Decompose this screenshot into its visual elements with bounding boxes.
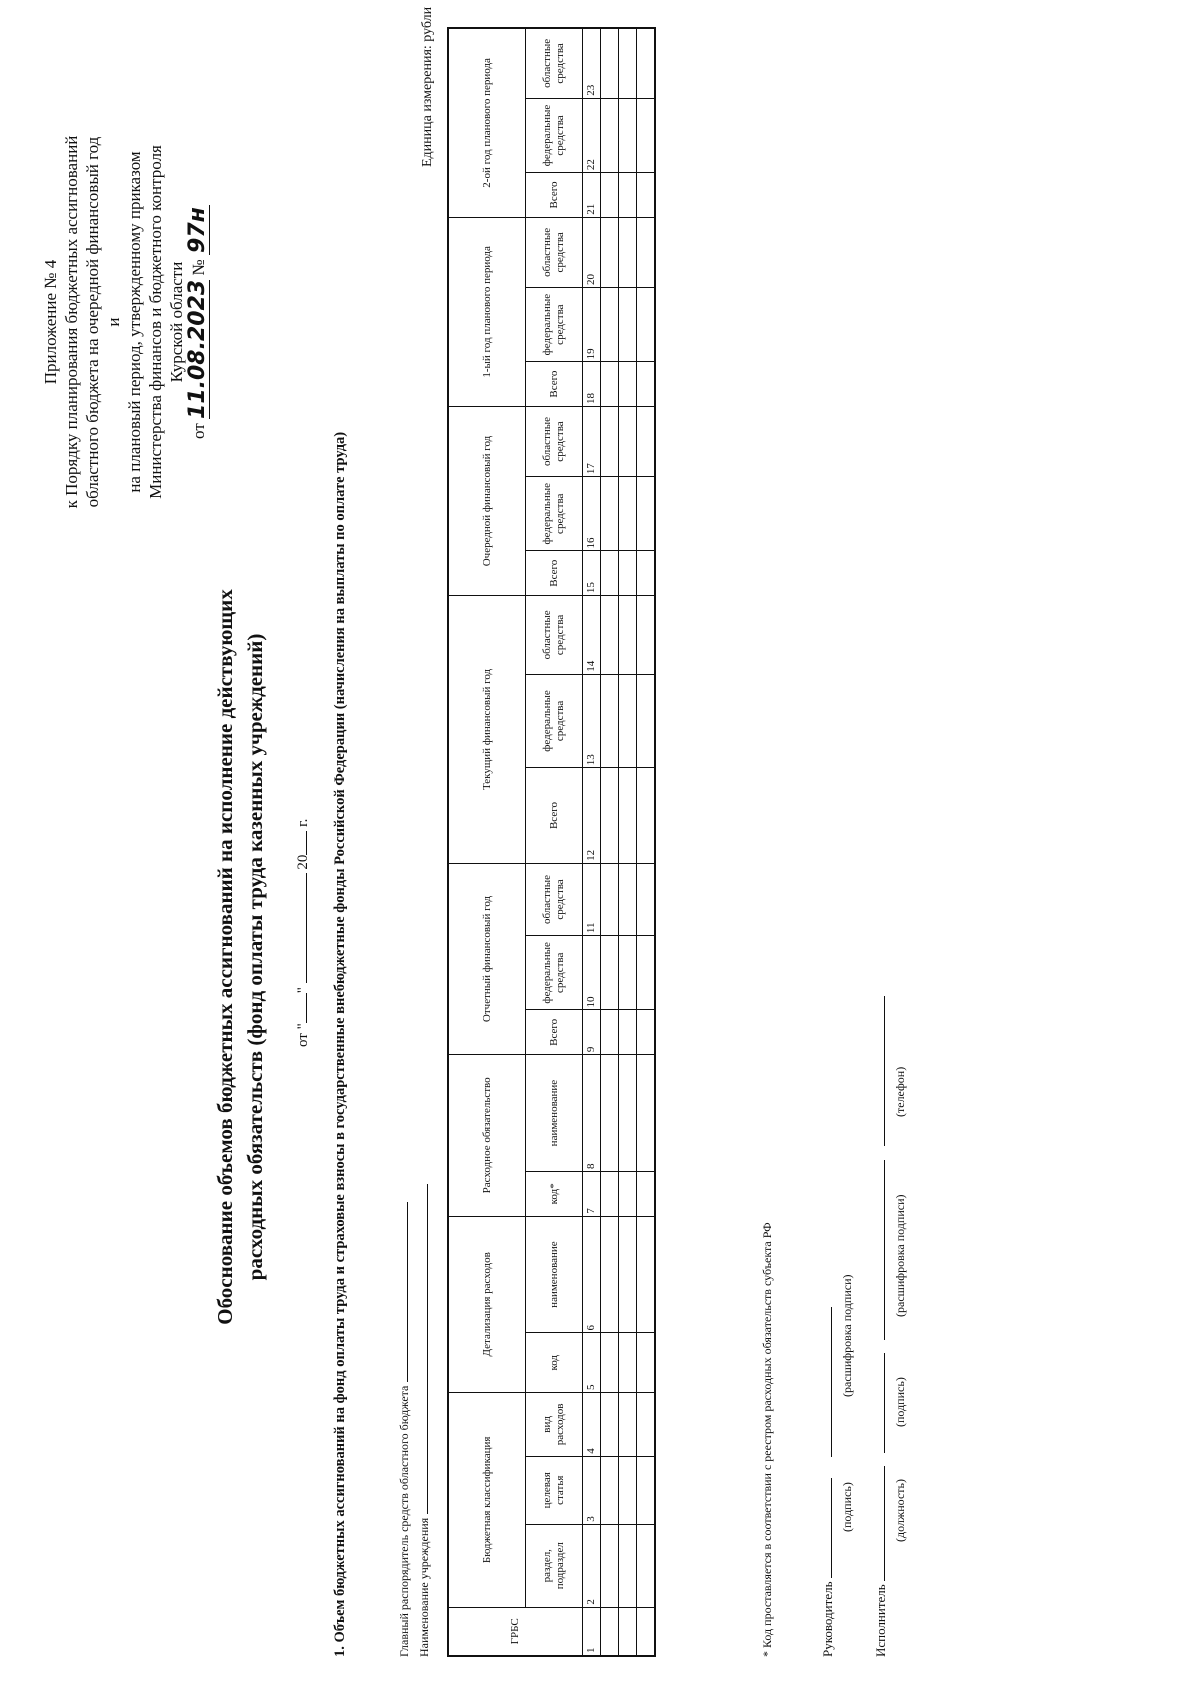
title-line-1: Обоснование объемов бюджетных ассигнований на исполнение действующих — [213, 589, 237, 1325]
table-cell — [619, 1456, 637, 1524]
head-name-caption: (расшифровка подписи) — [840, 1274, 854, 1397]
table-cell — [637, 173, 656, 218]
header-expense-obligation: Расходное обязательство — [448, 1055, 526, 1217]
appendix-line-2: к Порядку планирования бюджетных ассигнований — [62, 135, 81, 509]
table-cell — [619, 936, 637, 1010]
appendix-header — [40, 132, 210, 512]
table-cell — [601, 362, 619, 407]
subheader-regional: областные средства — [526, 596, 583, 675]
appendix-number-label: № — [189, 259, 208, 276]
table-cell — [619, 863, 637, 935]
table-cell — [601, 936, 619, 1010]
table-cell — [637, 1456, 656, 1524]
head-signature-row — [820, 1307, 836, 1657]
header-plan-year-1: 1-ый год планового периода — [448, 217, 526, 406]
table-cell — [601, 1333, 619, 1393]
table-cell — [601, 28, 619, 98]
subheader-regional: областные средства — [526, 28, 583, 98]
table-cell — [601, 98, 619, 172]
table-header-row-1 — [448, 28, 526, 1656]
table-cell — [637, 1524, 656, 1607]
table-cell — [601, 1055, 619, 1172]
column-number: 10 — [583, 936, 601, 1010]
table-cell — [637, 768, 656, 864]
header-expense-detail: Детализация расходов — [448, 1216, 526, 1392]
table-cell — [601, 863, 619, 935]
table-cell — [619, 477, 637, 551]
column-number: 5 — [583, 1333, 601, 1393]
subheader-total: Всего — [526, 362, 583, 407]
appendix-line-1: Приложение № 4 — [41, 259, 60, 385]
table-cell — [637, 362, 656, 407]
appendix-number-value: 97н — [185, 207, 210, 253]
table-cell — [601, 674, 619, 768]
table-cell — [637, 1393, 656, 1457]
table-cell — [619, 287, 637, 361]
column-number: 7 — [583, 1172, 601, 1217]
subheader-federal: федеральные средства — [526, 287, 583, 361]
date-line: от "" 20 г. — [295, 818, 311, 1047]
table-cell — [637, 596, 656, 675]
table-cell — [619, 362, 637, 407]
table-cell — [619, 1333, 637, 1393]
subheader-regional: областные средства — [526, 217, 583, 287]
table-cell — [619, 1055, 637, 1172]
table-cell — [619, 1607, 637, 1656]
header-report-year: Отчетный финансовый год — [448, 863, 526, 1054]
table-cell — [601, 768, 619, 864]
column-number: 9 — [583, 1010, 601, 1055]
table-cell — [619, 1172, 637, 1217]
appendix-line-6: Курской области — [167, 261, 186, 383]
column-number: 20 — [583, 217, 601, 287]
table-cell — [619, 768, 637, 864]
appendix-from-label: от — [189, 423, 208, 439]
column-number: 19 — [583, 287, 601, 361]
subheader-naim: наименование — [526, 1216, 583, 1333]
appendix-line-5: Министерства финансов и бюджетного контроля — [146, 145, 165, 499]
column-number: 6 — [583, 1216, 601, 1333]
subheader-regional: областные средства — [526, 863, 583, 935]
subheader-federal: федеральные средства — [526, 477, 583, 551]
column-number: 18 — [583, 362, 601, 407]
head-label: Руководитель — [820, 1581, 835, 1657]
table-cell — [619, 1216, 637, 1333]
budget-table — [447, 27, 656, 1657]
column-number: 12 — [583, 768, 601, 864]
head-sign-caption: (подпись) — [840, 1482, 854, 1532]
table-cell — [619, 217, 637, 287]
table-cell — [619, 1393, 637, 1457]
subheader-total: Всего — [526, 1010, 583, 1055]
title-line-2: расходных обязательств (фонд оплаты труда казенных учреждений) — [243, 633, 267, 1281]
subheader-total: Всего — [526, 768, 583, 864]
table-row — [637, 28, 656, 1656]
column-number: 11 — [583, 863, 601, 935]
table-cell — [601, 217, 619, 287]
table-row — [619, 28, 637, 1656]
executor-sign-caption: (подпись) — [893, 1377, 907, 1427]
header-plan-year-2: 2-ой год планового периода — [448, 28, 526, 217]
table-cell — [637, 477, 656, 551]
table-cell — [601, 287, 619, 361]
footnote: * Код проставляется в соответствии с реестром расходных обязательств субъекта РФ — [760, 1222, 774, 1657]
table-cell — [601, 1607, 619, 1656]
column-number: 15 — [583, 551, 601, 596]
appendix-date-value: 11.08.2023 — [185, 279, 210, 419]
table-cell — [637, 406, 656, 476]
column-number: 1 — [583, 1607, 601, 1656]
table-cell — [601, 1172, 619, 1217]
table-cell — [637, 1333, 656, 1393]
subheader-total: Всего — [526, 173, 583, 218]
table-cell — [619, 28, 637, 98]
table-cell — [637, 1055, 656, 1172]
table-cell — [619, 674, 637, 768]
header-budget-classification: Бюджетная классификация — [448, 1393, 526, 1608]
table-cell — [619, 173, 637, 218]
manager-row — [397, 1202, 412, 1657]
table-cell — [637, 1010, 656, 1055]
subheader-vid: вид расходов — [526, 1393, 583, 1457]
column-number: 3 — [583, 1456, 601, 1524]
table-cell — [601, 406, 619, 476]
table-cell — [637, 217, 656, 287]
table-cell — [619, 1010, 637, 1055]
subheader-kod: код — [526, 1333, 583, 1393]
table-cell — [619, 551, 637, 596]
units-label: Единица измерения: рубли — [420, 6, 435, 167]
header-grbs: ГРБС — [448, 1607, 583, 1656]
table-row — [601, 28, 619, 1656]
table-cell — [619, 1524, 637, 1607]
executor-signature-row — [873, 996, 889, 1657]
header-next-year: Очередной финансовый год — [448, 406, 526, 595]
table-cell — [619, 596, 637, 675]
column-number: 8 — [583, 1055, 601, 1172]
table-cell — [619, 406, 637, 476]
column-number: 23 — [583, 28, 601, 98]
column-number: 13 — [583, 674, 601, 768]
subheader-razdel: раздел, подраздел — [526, 1524, 583, 1607]
column-number: 21 — [583, 173, 601, 218]
appendix-date-number — [187, 132, 210, 512]
column-number: 2 — [583, 1524, 601, 1607]
table-header-row-2 — [526, 28, 583, 1656]
executor-label: Исполнитель — [873, 1584, 888, 1657]
column-number: 22 — [583, 98, 601, 172]
table-cell — [601, 1010, 619, 1055]
institution-row — [417, 1184, 432, 1657]
table-cell — [637, 551, 656, 596]
table-cell — [637, 287, 656, 361]
table-cell — [601, 1216, 619, 1333]
subheader-federal: федеральные средства — [526, 936, 583, 1010]
table-cell — [637, 863, 656, 935]
table-cell — [637, 98, 656, 172]
table-cell — [601, 477, 619, 551]
table-cell — [601, 596, 619, 675]
subheader-naim-2: наименование — [526, 1055, 583, 1172]
subheader-kod-star: код* — [526, 1172, 583, 1217]
institution-label: Наименование учреждения — [417, 1517, 431, 1657]
table-cell — [637, 674, 656, 768]
manager-label: Главный распорядитель средств областного бюджета — [397, 1385, 411, 1657]
appendix-line-3: областного бюджета на очередной финансовый год и — [83, 136, 123, 508]
table-cell — [601, 173, 619, 218]
subheader-regional: областные средства — [526, 406, 583, 476]
appendix-line-4: на плановый период, утвержденному приказом — [125, 151, 144, 493]
column-number: 16 — [583, 477, 601, 551]
table-cell — [637, 28, 656, 98]
column-number: 4 — [583, 1393, 601, 1457]
column-number-row — [583, 28, 601, 1656]
column-number: 17 — [583, 406, 601, 476]
column-number: 14 — [583, 596, 601, 675]
subheader-federal: федеральные средства — [526, 674, 583, 768]
executor-name-caption: (расшифровка подписи) — [893, 1194, 907, 1317]
table-cell — [601, 1393, 619, 1457]
table-cell — [601, 1456, 619, 1524]
table-cell — [637, 936, 656, 1010]
document-title — [210, 467, 270, 1447]
header-current-year: Текущий финансовый год — [448, 596, 526, 864]
subheader-total: Всего — [526, 551, 583, 596]
section-title: 1. Объем бюджетных ассигнований на фонд оплаты труда и страховые взносы в государственные внебюджетные фонды Российской Федерации (начисления на выплаты по оплате труда) — [332, 431, 348, 1657]
subheader-celevaya: целевая статья — [526, 1456, 583, 1524]
table-cell — [637, 1172, 656, 1217]
table-cell — [619, 98, 637, 172]
table-cell — [601, 1524, 619, 1607]
table-cell — [601, 551, 619, 596]
executor-position-caption: (должность) — [893, 1479, 907, 1542]
subheader-federal: федеральные средства — [526, 98, 583, 172]
table-cell — [637, 1216, 656, 1333]
table-cell — [637, 1607, 656, 1656]
executor-phone-caption: (телефон) — [893, 1066, 907, 1117]
